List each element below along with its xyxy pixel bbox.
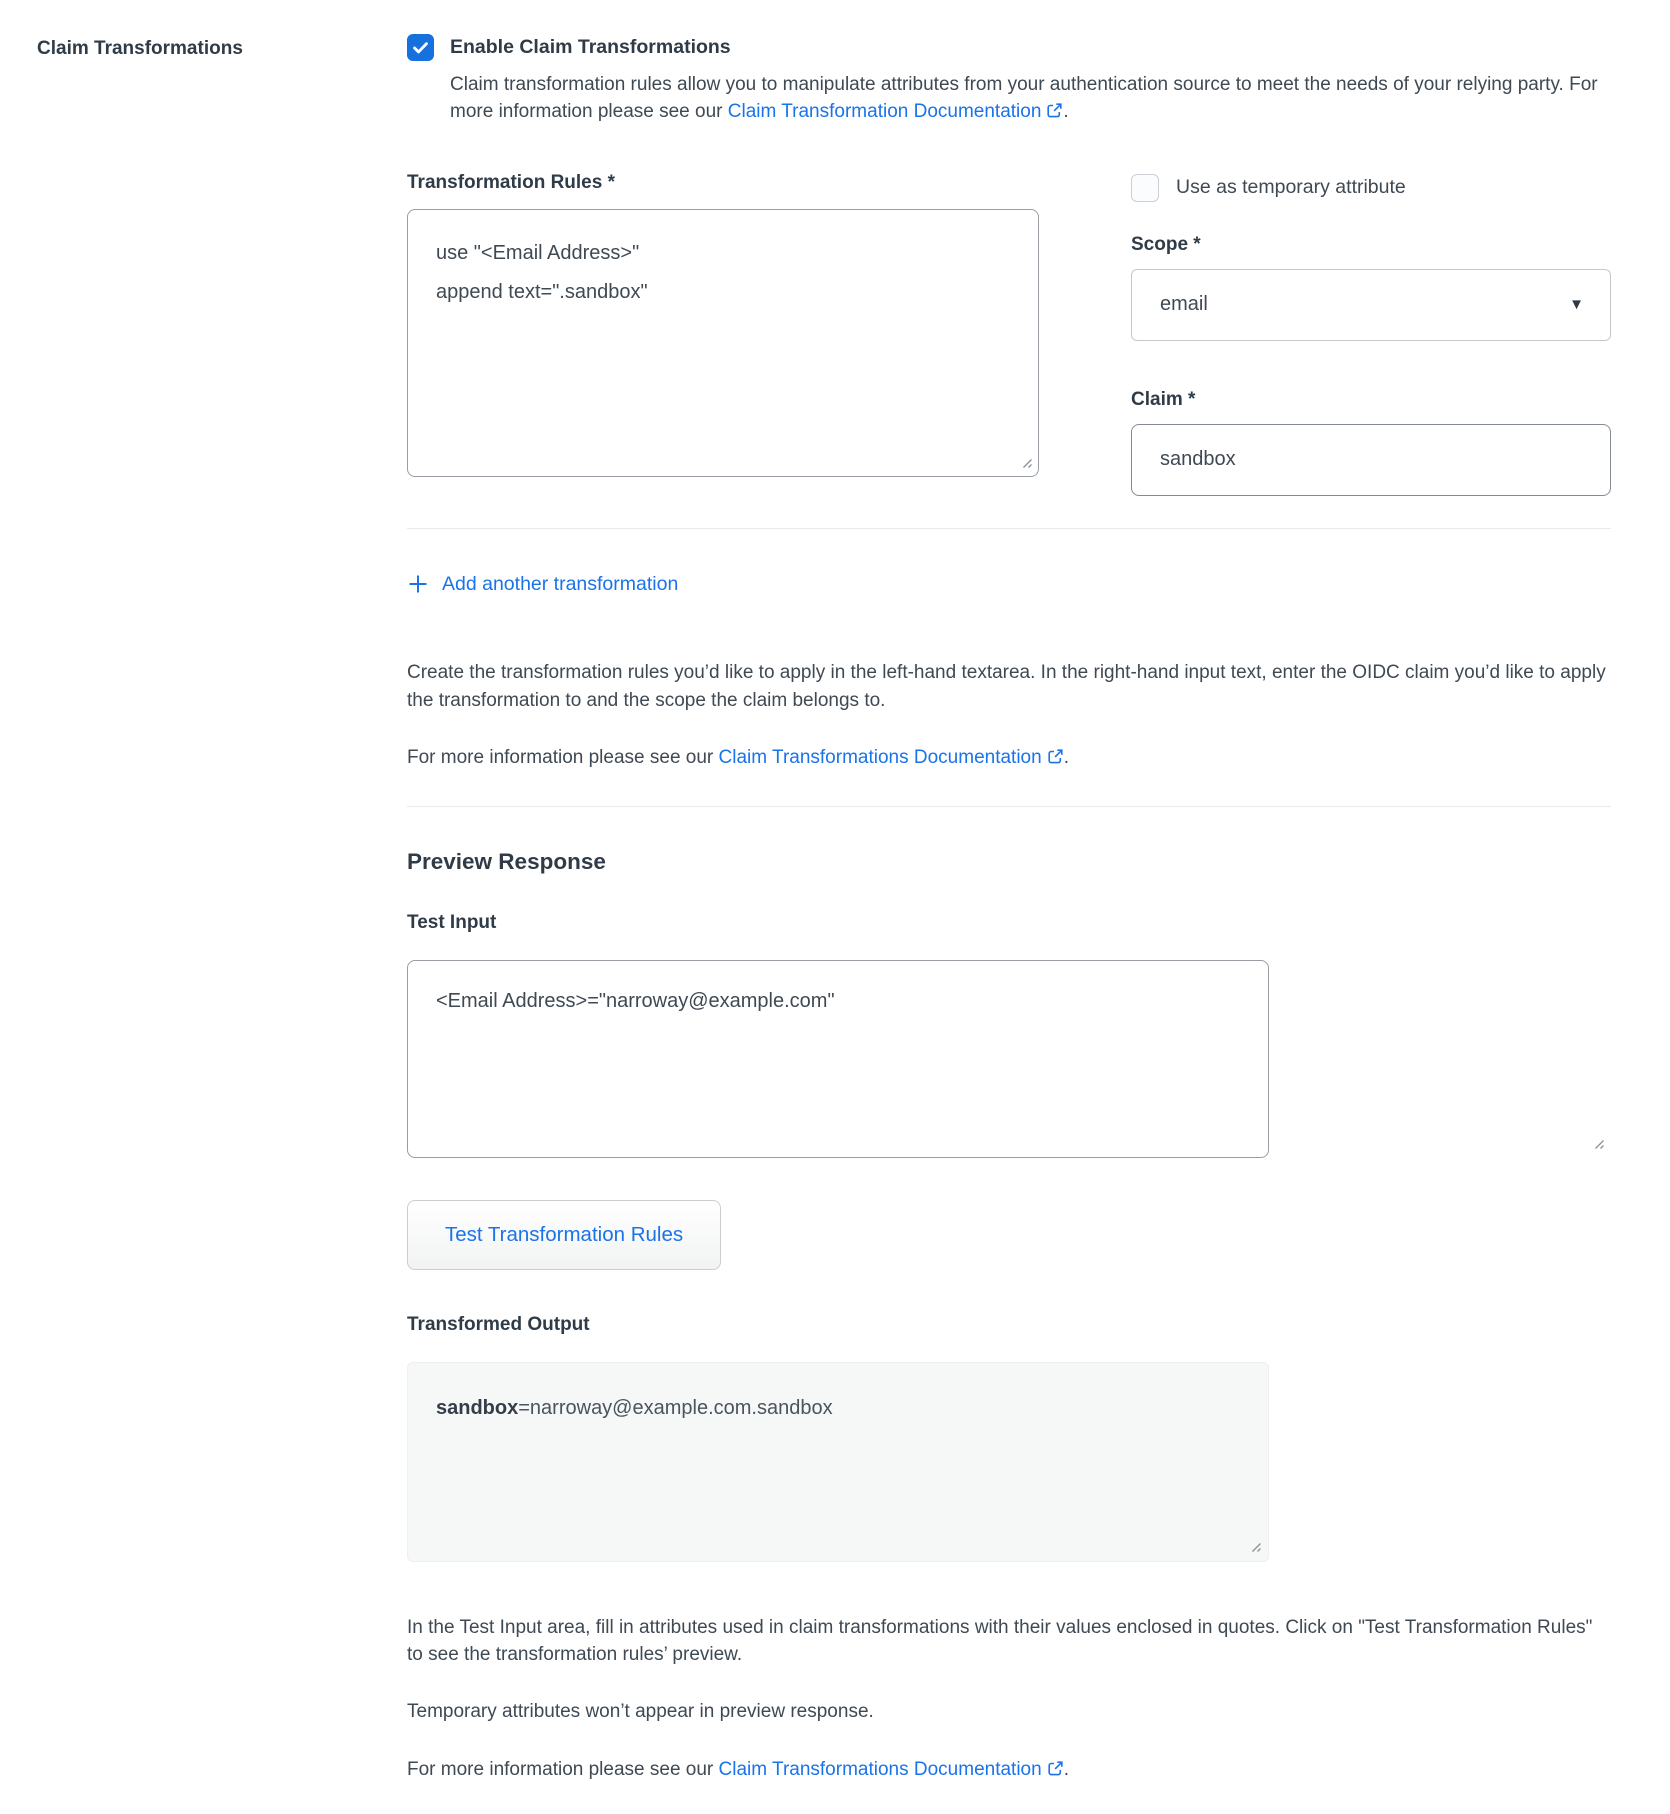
enable-description-text: Claim transformation rules allow you to manipulate attributes from your authentication source to meet the needs of your relying party. For more information please see our xyxy=(450,74,1598,122)
output-claim-key: sandbox xyxy=(436,1396,519,1419)
more-info-period: . xyxy=(1063,1758,1069,1780)
claim-input[interactable] xyxy=(1131,424,1611,496)
chevron-down-icon: ▼ xyxy=(1569,296,1584,314)
enable-description xyxy=(450,72,1611,126)
more-info-text-bottom xyxy=(407,1756,1611,1783)
claim-transformations-documentation-link[interactable]: Claim Transformations Documentation xyxy=(718,1758,1042,1780)
enable-description-period: . xyxy=(1063,100,1069,122)
claim-transformation-documentation-link[interactable]: Claim Transformation Documentation xyxy=(727,100,1042,122)
section-label: Claim Transformations xyxy=(37,38,243,59)
temporary-attributes-note: Temporary attributes won’t appear in preview response. xyxy=(407,1701,874,1723)
preview-response-title: Preview Response xyxy=(407,848,606,874)
transformed-output-label: Transformed Output xyxy=(407,1313,590,1335)
enable-claim-transformations-checkbox[interactable] xyxy=(407,34,434,61)
settings-row-label-column xyxy=(37,34,407,1784)
transformed-output-box xyxy=(407,1362,1269,1562)
add-another-transformation-link[interactable] xyxy=(407,573,678,596)
resize-handle-icon[interactable] xyxy=(1590,1135,1605,1150)
temporary-attribute-checkbox[interactable] xyxy=(1131,174,1159,202)
enable-claim-transformations-label[interactable]: Enable Claim Transformations xyxy=(450,36,731,58)
more-info-prefix: For more information please see our xyxy=(407,747,719,769)
test-input-label: Test Input xyxy=(407,911,497,933)
add-another-transformation-label: Add another transformation xyxy=(442,572,679,595)
transformation-rules-textarea[interactable] xyxy=(407,209,1039,477)
divider xyxy=(407,806,1611,807)
test-input-help-text: In the Test Input area, fill in attributes used in claim transformations with their values enclosed in quotes. Click on "Test Transformation Rules" to see the transformation rules’ preview. xyxy=(407,1616,1593,1665)
more-info-prefix: For more information please see our xyxy=(407,1758,719,1780)
more-info-period: . xyxy=(1063,747,1069,769)
scope-selected-value: email xyxy=(1160,293,1208,316)
temporary-attribute-row xyxy=(1131,174,1611,202)
output-claim-value: =narroway@example.com.sandbox xyxy=(518,1396,833,1419)
checkmark-icon xyxy=(411,38,430,57)
divider xyxy=(407,528,1611,529)
transformation-rules-label: Transformation Rules * xyxy=(407,171,615,193)
claim-settings-group xyxy=(1131,172,1611,496)
temporary-attribute-label[interactable]: Use as temporary attribute xyxy=(1176,176,1406,199)
enable-claim-transformations-row xyxy=(407,34,1611,61)
resize-handle-icon[interactable] xyxy=(1247,1538,1262,1553)
external-link-icon[interactable] xyxy=(1047,1760,1064,1777)
more-info-text xyxy=(407,744,1611,771)
test-transformation-rules-button[interactable]: Test Transformation Rules xyxy=(407,1200,721,1270)
plus-icon xyxy=(407,573,429,595)
transformation-rules-group xyxy=(407,172,1039,496)
external-link-icon[interactable] xyxy=(1046,102,1063,119)
transformation-help-text: Create the transformation rules you’d like to apply in the left-hand textarea. In the right-hand input text, enter the OIDC claim you’d like to apply the transformation to and the scope the claim belongs to. xyxy=(407,662,1606,711)
test-input-textarea[interactable] xyxy=(407,960,1269,1158)
claim-transformations-documentation-link[interactable]: Claim Transformations Documentation xyxy=(718,747,1042,769)
settings-content-column xyxy=(407,34,1611,1784)
scope-label: Scope * xyxy=(1131,233,1201,255)
scope-select[interactable] xyxy=(1131,269,1611,341)
transformation-editor xyxy=(407,172,1611,496)
claim-label: Claim * xyxy=(1131,388,1196,410)
external-link-icon[interactable] xyxy=(1047,748,1064,765)
